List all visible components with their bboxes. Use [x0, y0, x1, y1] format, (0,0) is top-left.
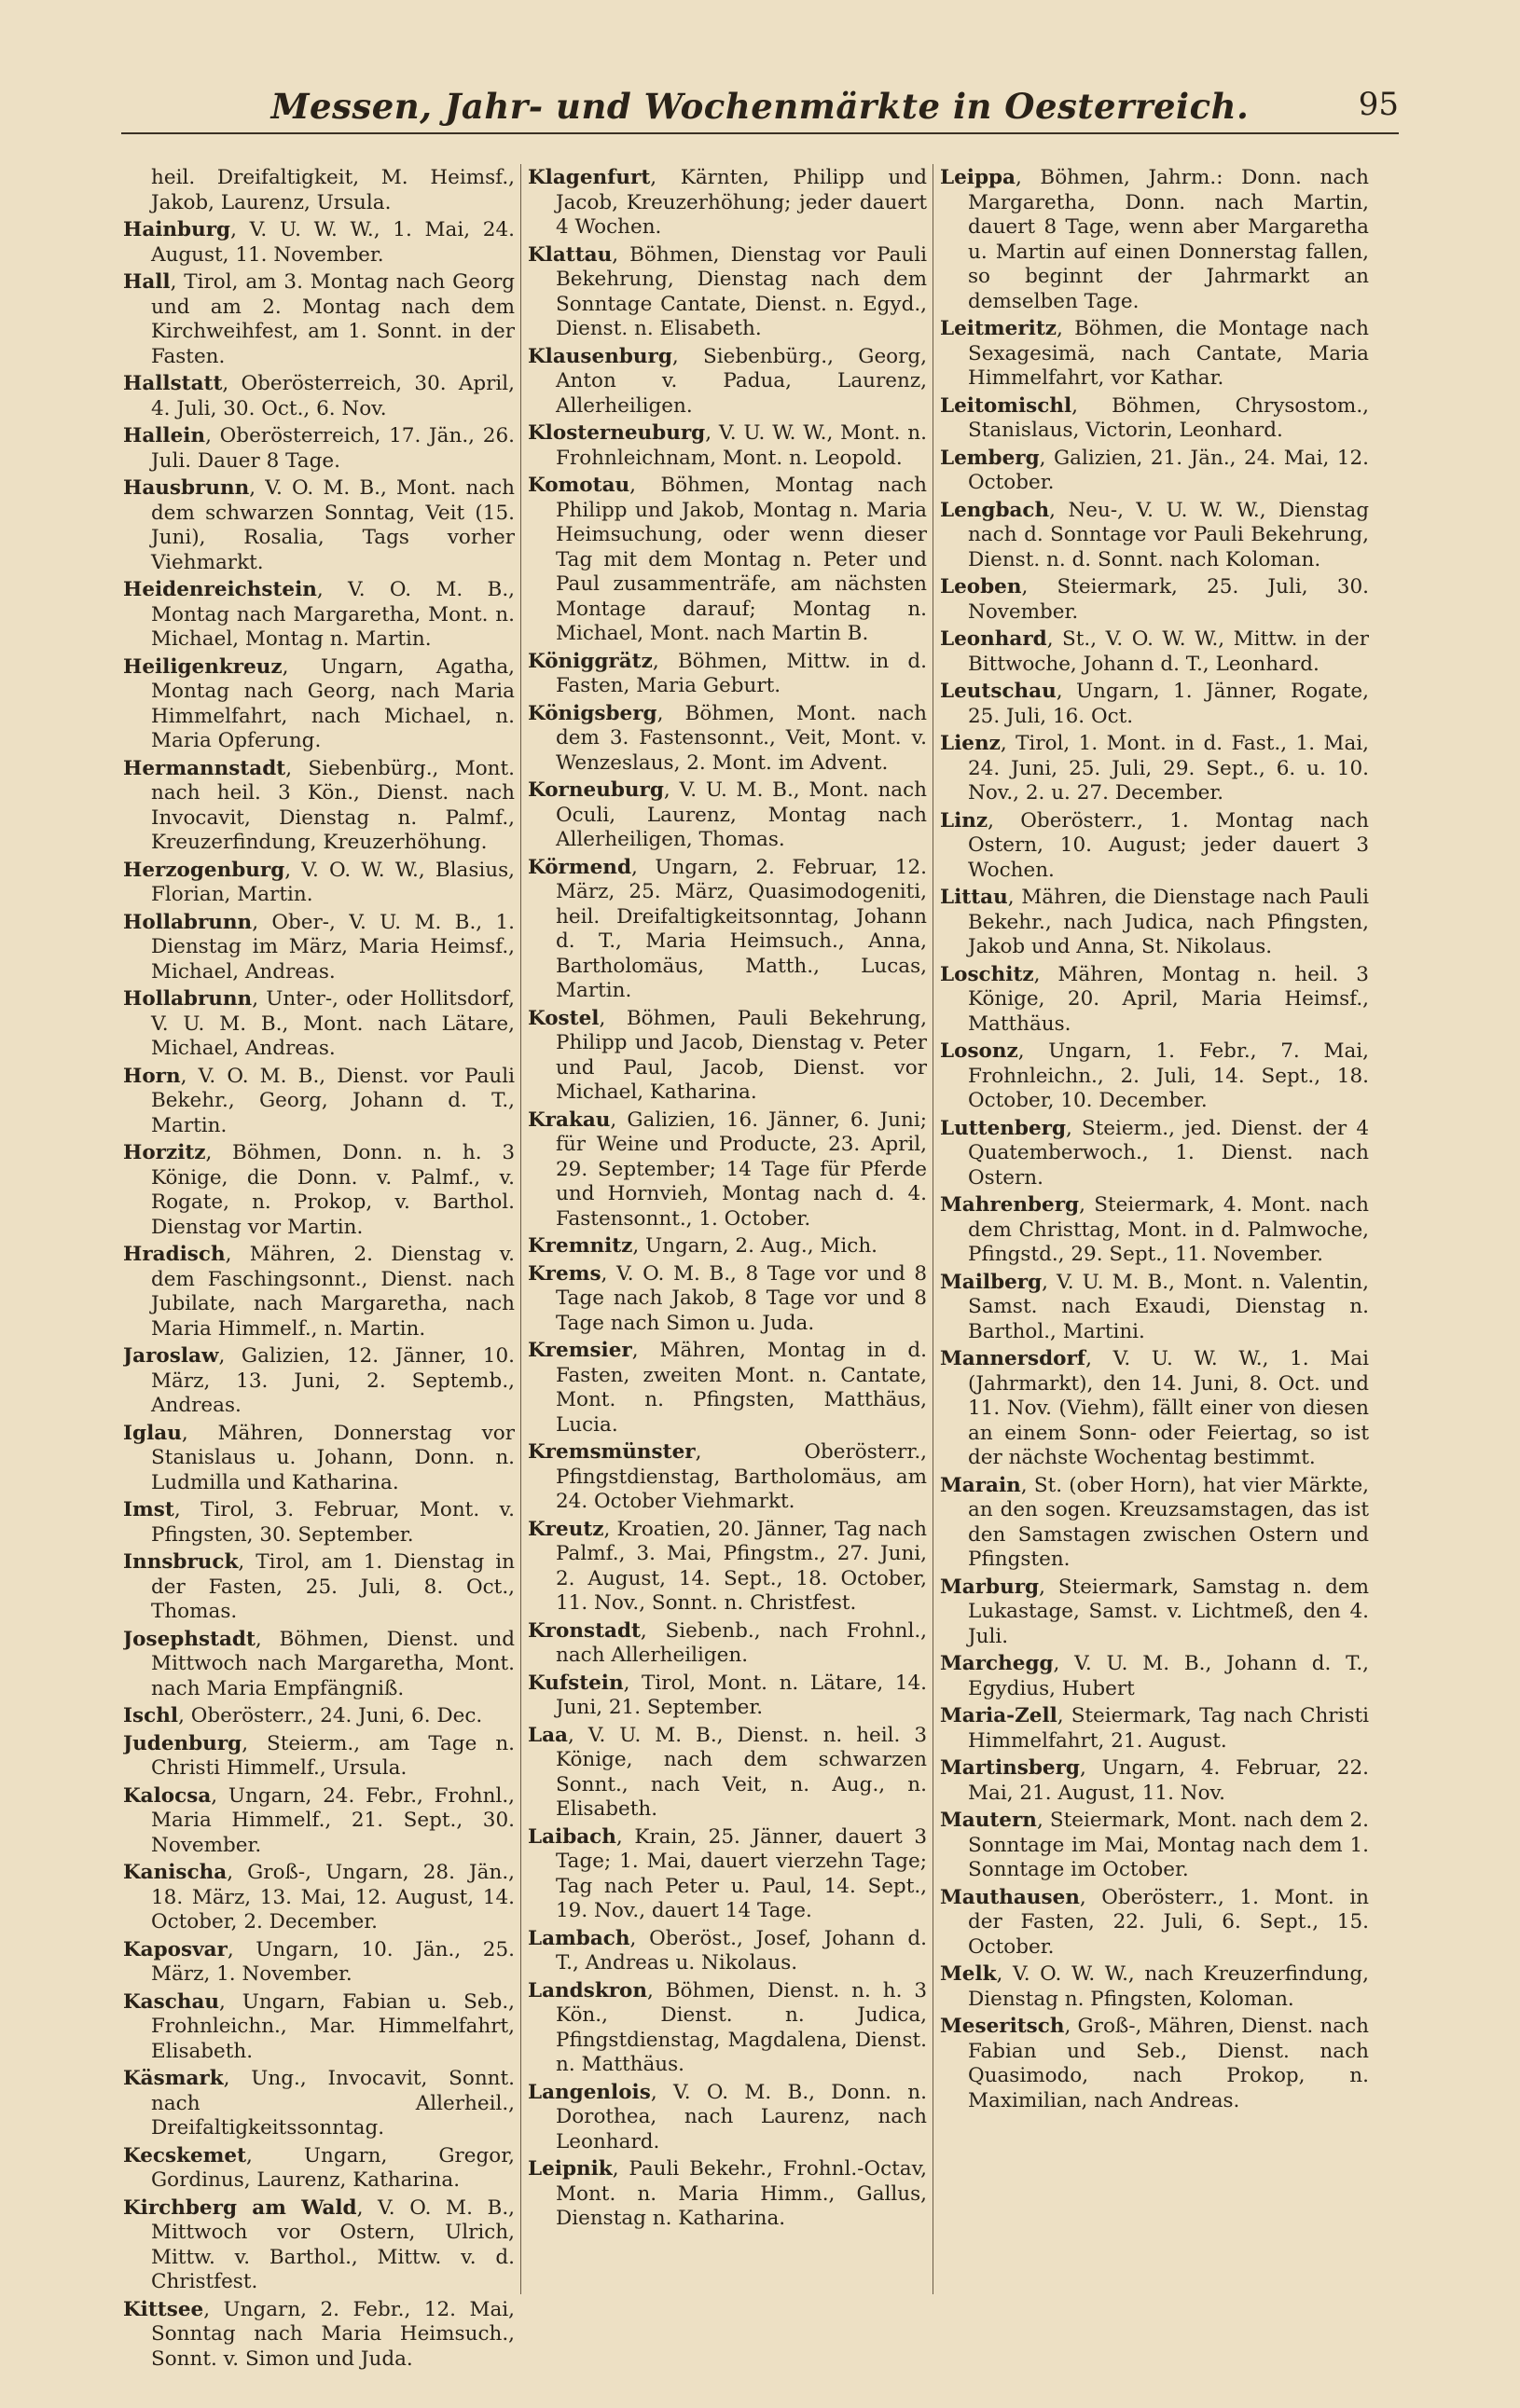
place-name: Krems — [528, 1261, 601, 1286]
market-entry — [123, 757, 515, 856]
place-name: Horzitz — [123, 1141, 206, 1164]
place-name: Hermannstadt — [123, 756, 286, 780]
market-entry — [528, 243, 927, 342]
market-dates: , Mähren, Montag n. heil. 3 Könige, 20. April, Maria Heimsf., Matthäus. — [968, 962, 1369, 1036]
market-entry — [123, 2144, 515, 2194]
market-dates: , Ungarn, 2. Febr., 12. Mai, Sonntag nach Maria Heimsuch., Sonnt. v. Simon und Juda. — [151, 2297, 515, 2371]
market-entry — [123, 372, 515, 421]
place-name: Hausbrunn — [123, 476, 250, 500]
place-name: Klausenburg — [528, 344, 672, 368]
market-entry — [940, 317, 1369, 392]
market-dates: , Oberösterreich, 30. April, 4. Juli, 30. Oct., 6. Nov. — [151, 372, 515, 420]
place-name: Ischl — [123, 1704, 179, 1727]
market-entry — [940, 1962, 1369, 2012]
place-name: Imst — [123, 1498, 174, 1521]
market-entry — [940, 1652, 1369, 1701]
market-dates: , Kroatien, 20. Jänner, Tag nach Palmf., 3. Mai, Pfingstm., 27. Juni, 2. August, 14. Sept., 18. October, 11. Nov., Sonnt. n. Christfest. — [556, 1517, 927, 1615]
market-dates: , V. U. W. W., 1. Mai (Jahrmarkt), den 14. Juni, 8. Oct. und 11. Nov. (Viehm), fällt einer von diesen an einem Sonn- oder Feiertag, so ist der nächste Wochentag bestimmt. — [968, 1347, 1369, 1469]
market-dates: , Ung., Invocavit, Sonnt. nach Allerheil., Dreifaltigkeitssonntag. — [151, 2067, 515, 2140]
market-entry — [940, 886, 1369, 960]
place-name: Klosterneuburg — [528, 421, 706, 445]
place-name: Hall — [123, 270, 171, 294]
market-dates: , V. O. M. B., Mittwoch vor Ostern, Ulrich, Mittw. v. Barthol., Mittw. v. d. Christfest. — [151, 2195, 515, 2293]
place-name: Kanischa — [123, 1861, 228, 1884]
market-entry — [940, 1193, 1369, 1268]
place-name: Leoben — [940, 575, 1022, 599]
place-name: Maria-Zell — [940, 1704, 1057, 1727]
market-entry — [528, 1339, 927, 1438]
place-name: Horn — [123, 1064, 181, 1088]
market-entry — [528, 1234, 927, 1259]
market-dates: , Böhmen, Jahrm.: Donn. nach Margaretha, Donn. nach Martin, dauert 8 Tage, wenn aber Margaretha u. Martin auf einen Donnerstag fallen, so beginnt der Jahrmarkt an demselben Tage. — [968, 166, 1369, 313]
market-entry — [528, 702, 927, 777]
place-name: Königgrätz — [528, 649, 653, 673]
place-name: Kaposvar — [123, 1937, 228, 1961]
market-entry — [123, 270, 515, 369]
market-entry — [123, 1141, 515, 1240]
market-entry — [123, 1243, 515, 1342]
place-name: Kremnitz — [528, 1234, 633, 1258]
place-name: Marchegg — [940, 1652, 1054, 1675]
market-entry — [123, 911, 515, 985]
market-entry — [528, 1619, 927, 1669]
market-dates: , Siebenbürg., Mont. nach heil. 3 Kön., Dienst. nach Invocavit, Dienstag n. Palmf., Kreuzerfindung, Kreuzerhöhung. — [151, 756, 515, 854]
market-entry — [528, 2081, 927, 2155]
place-name: Langenlois — [528, 2080, 651, 2104]
market-entry — [528, 1262, 927, 1337]
market-dates: , V. O. W. W., Blasius, Florian, Martin. — [151, 858, 515, 906]
market-dates: , Ungarn, 1. Febr., 7. Mai, Frohnleichn., 2. Juli, 14. Sept., 18. October, 10. December. — [968, 1039, 1369, 1112]
market-dates: , Mähren, Montag in d. Fasten, zweiten Mont. n. Cantate, Mont. n. Pfingsten, Matthäus, Lucia. — [556, 1339, 927, 1437]
market-entry — [123, 166, 515, 215]
market-entry — [528, 1108, 927, 1232]
market-entry — [528, 345, 927, 420]
place-name: Krakau — [528, 1108, 611, 1132]
place-name: Lemberg — [940, 446, 1040, 470]
market-entry — [940, 1704, 1369, 1754]
market-entry — [940, 1039, 1369, 1114]
market-entry — [528, 421, 927, 471]
market-dates: , Siebenb., nach Frohnl., nach Allerheiligen. — [556, 1618, 927, 1667]
market-dates: , Ungarn, 2. Aug., Mich. — [632, 1234, 877, 1258]
market-entry — [123, 1861, 515, 1935]
place-name: Marburg — [940, 1575, 1040, 1599]
market-dates: , V. U. M. B., Johann d. T., Egydius, Hubert — [968, 1652, 1369, 1700]
market-entry — [940, 394, 1369, 444]
market-entry — [940, 1271, 1369, 1345]
market-dates: , Ungarn, 2. Februar, 12. März, 25. März, Quasimodogeniti, heil. Dreifaltigkeitsonntag, Johann d. T., Maria Heimsuch., Anna, Bartholomäus, Matth., Lucas, Martin. — [556, 855, 927, 1002]
place-name: Lambach — [528, 1926, 630, 1950]
place-name: Leitmeritz — [940, 317, 1057, 340]
place-name: Kreutz — [528, 1517, 604, 1541]
market-entry — [528, 1672, 927, 1721]
column-rule — [520, 164, 521, 2294]
market-entry — [528, 650, 927, 699]
place-name: Hallstatt — [123, 372, 223, 395]
running-header — [121, 86, 1399, 134]
market-dates: , Tirol, am 3. Montag nach Georg und am 2. Montag nach dem Kirchweihfest, am 1. Sonnt. in der Fasten. — [151, 270, 515, 368]
market-entry — [528, 474, 927, 647]
place-name: Martinsberg — [940, 1756, 1080, 1780]
place-name: Leonhard — [940, 627, 1047, 651]
market-dates: , Krain, 25. Jänner, dauert 3 Tage; 1. Mai, dauert vierzehn Tage; Tag nach Peter u. Paul, 14. Sept., 19. Nov., dauert 14 Tage. — [556, 1824, 927, 1922]
place-name: Kittsee — [123, 2297, 204, 2321]
place-name: Mauthausen — [940, 1885, 1080, 1909]
market-entry — [123, 1704, 515, 1729]
market-dates: , Mähren, 2. Dienstag v. dem Faschingsonnt., Dienst. nach Jubilate, nach Margaretha, nach Maria Himmelf., n. Martin. — [151, 1243, 515, 1341]
place-name: Mahrenberg — [940, 1193, 1080, 1217]
place-name: Innsbruck — [123, 1550, 239, 1574]
market-dates: , Tirol, 3. Februar, Mont. v. Pfingsten, 30. September. — [151, 1498, 515, 1547]
place-name: Korneuburg — [528, 778, 664, 802]
place-name: Herzogenburg — [123, 858, 285, 882]
market-dates: , Böhmen, Pauli Bekehrung, Philipp und Jacob, Dienstag v. Peter und Paul, Jacob, Dienst. vor Michael, Katharina. — [556, 1006, 927, 1104]
place-name: Leipnik — [528, 2157, 613, 2181]
market-entry — [528, 166, 927, 241]
market-entry — [123, 424, 515, 474]
market-dates: , Ungarn, Fabian u. Seb., Frohnleichn., Mar. Himmelfahrt, Elisabeth. — [151, 1989, 515, 2063]
market-entry — [123, 655, 515, 754]
market-dates: , Ungarn, Gregor, Gordinus, Laurenz, Katharina. — [151, 2143, 515, 2192]
market-entry — [940, 963, 1369, 1038]
market-dates: , Steierm., am Tage n. Christi Himmelf., Ursula. — [151, 1731, 515, 1780]
place-name: Jaroslaw — [123, 1344, 219, 1368]
market-entry — [940, 1347, 1369, 1471]
market-dates: , Oberösterreich, 17. Jän., 26. Juli. Dauer 8 Tage. — [151, 424, 515, 473]
market-dates: , Steierm., jed. Dienst. der 4 Quatemberwoch., 1. Dienst. nach Ostern. — [968, 1116, 1369, 1190]
market-entry — [123, 1990, 515, 2065]
place-name: Kufstein — [528, 1671, 624, 1695]
market-dates: , Groß-, Ungarn, 28. Jän., 18. März, 13. Mai, 12. August, 14. October, 2. December. — [151, 1861, 515, 1933]
market-entry — [123, 218, 515, 268]
place-name: Leitomischl — [940, 393, 1072, 418]
market-entry — [940, 1756, 1369, 1806]
market-dates: , Böhmen, Montag nach Philipp und Jakob, Montag n. Maria Heimsuchung, oder wenn dieser Tag mit dem Montag n. Peter und Paul zusammenträfe, am nächsten Montage darauf; Montag n. Michael, Mont. nach Martin B. — [556, 474, 927, 645]
market-dates: , Unter-, oder Hollitsdorf, V. U. M. B., Mont. nach Lätare, Michael, Andreas. — [151, 987, 515, 1060]
market-entry — [528, 1518, 927, 1617]
market-entry — [123, 859, 515, 908]
market-dates: , Galizien, 16. Jänner, 6. Juni; für Weine und Producte, 23. April, 29. September; 14 Tage für Pferde und Hornvieh, Montag nach d. 4. Fastensonnt., 1. October. — [556, 1108, 927, 1231]
place-name: Lengbach — [940, 498, 1050, 522]
market-dates: , Böhmen, Dienst. n. h. 3 Kön., Dienst. n. Judica, Pfingstdienstag, Magdalena, Dienst. n. Matthäus. — [556, 1978, 927, 2076]
place-name: Hradisch — [123, 1243, 226, 1266]
place-name: Kremsmünster — [528, 1440, 696, 1464]
market-dates: , Oberösterr., 24. Juni, 6. Dec. — [178, 1704, 483, 1727]
market-entry — [123, 1938, 515, 1988]
place-name: Kronstadt — [528, 1618, 641, 1643]
market-dates: , V. O. M. B., Montag nach Margaretha, Mont. n. Michael, Montag n. Martin. — [151, 578, 515, 651]
place-name: Kirchberg am Wald — [123, 2195, 357, 2220]
market-entry — [940, 447, 1369, 496]
place-name: Kaschau — [123, 1989, 220, 2014]
market-dates: , Galizien, 21. Jän., 24. Mai, 12. October. — [968, 446, 1369, 494]
market-dates: , Pauli Bekehr., Frohnl.-Octav, Mont. n. Maria Himm., Gallus, Dienstag n. Katharina. — [556, 2157, 927, 2230]
market-entry — [528, 1979, 927, 2078]
market-entry — [940, 1474, 1369, 1573]
market-entry — [940, 166, 1369, 314]
market-dates: , V. U. W. W., Mont. n. Frohnleichnam, Mont. n. Leopold. — [556, 421, 927, 470]
market-dates: heil. Dreifaltigkeit, M. Heimsf., Jakob, Laurenz, Ursula. — [151, 166, 515, 214]
place-name: Hollabrunn — [123, 910, 253, 934]
market-dates: , Ober-, V. U. M. B., 1. Dienstag im März, Maria Heimsf., Michael, Andreas. — [151, 910, 515, 984]
market-dates: , V. O. M. B., Mont. nach dem schwarzen Sonntag, Veit (15. Juni), Rosalia, Tags vorher Viehmarkt. — [151, 476, 515, 574]
place-name: Laibach — [528, 1824, 616, 1849]
market-dates: , Steiermark, Samstag n. dem Lukastage, Samst. v. Lichtmeß, den 4. Juli. — [968, 1575, 1369, 1648]
place-name: Landskron — [528, 1978, 648, 2002]
place-name: Klagenfurt — [528, 166, 651, 189]
market-dates: , Oberösterr., 1. Mont. in der Fasten, 22. Juli, 6. Sept., 15. October. — [968, 1885, 1369, 1959]
market-entry — [528, 856, 927, 1004]
market-entry — [940, 2015, 1369, 2113]
market-entry — [940, 732, 1369, 806]
market-entry — [940, 499, 1369, 573]
market-dates: , V. U. M. B., Mont. nach Oculi, Laurenz, Montag nach Allerheiligen, Thomas. — [556, 778, 927, 851]
market-entry — [123, 1784, 515, 1859]
place-name: Littau — [940, 886, 1008, 909]
place-name: Kalocsa — [123, 1783, 212, 1808]
column-2 — [528, 166, 927, 2389]
place-name: Körmend — [528, 855, 631, 879]
market-entry — [123, 1344, 515, 1419]
market-entry — [123, 2067, 515, 2141]
market-entry — [940, 1809, 1369, 1883]
market-entry — [123, 476, 515, 575]
place-name: Loschitz — [940, 962, 1034, 986]
market-entry — [123, 1422, 515, 1496]
market-dates: , Groß-, Mähren, Dienst. nach Fabian und Seb., Dienst. nach Quasimodo, nach Prokop, n. Maximilian, nach Andreas. — [968, 2015, 1369, 2112]
market-dates: , Ungarn, 24. Febr., Frohnl., Maria Himmelf., 21. Sept., 30. November. — [151, 1783, 515, 1857]
market-entry — [123, 1628, 515, 1702]
header-title: Messen, Jahr- und Wochenmärkte in Oesterreich. — [270, 86, 1250, 127]
place-name: Losonz — [940, 1039, 1018, 1063]
place-name: Käsmark — [123, 2067, 224, 2090]
market-dates: , Tirol, Mont. n. Lätare, 14. Juni, 21. September. — [556, 1671, 927, 1719]
place-name: Melk — [940, 1962, 997, 1986]
market-dates: , V. U. W. W., 1. Mai, 24. August, 11. November. — [151, 218, 515, 267]
market-entry — [940, 809, 1369, 884]
market-entry — [123, 987, 515, 1062]
market-dates: , Böhmen, Chrysostom., Stanislaus, Victorin, Leonhard. — [968, 393, 1369, 442]
market-dates: , V. U. M. B., Dienst. n. heil. 3 Könige, nach dem schwarzen Sonnt., nach Veit, n. Aug., n. Elisabeth. — [556, 1723, 927, 1821]
market-entry — [940, 1117, 1369, 1191]
place-name: Heiligenkreuz — [123, 654, 283, 679]
market-dates: , V. O. M. B., 8 Tage vor und 8 Tage nach Jakob, 8 Tage vor und 8 Tage nach Simon u. Juda. — [556, 1261, 927, 1335]
market-entry — [528, 1927, 927, 1976]
market-dates: , Siebenbürg., Georg, Anton v. Padua, Laurenz, Allerheiligen. — [556, 344, 927, 418]
market-dates: , Ungarn, Agatha, Montag nach Georg, nach Maria Himmelfahrt, nach Michael, n. Maria Opferung. — [151, 654, 515, 752]
market-entry — [123, 1498, 515, 1548]
page-number: 95 — [1358, 86, 1399, 123]
place-name: Komotau — [528, 474, 630, 497]
market-dates: , Kärnten, Philipp und Jacob, Kreuzerhöhung; jeder dauert 4 Wochen. — [556, 166, 927, 239]
place-name: Laa — [528, 1723, 568, 1747]
market-dates: , V. U. M. B., Mont. n. Valentin, Samst. nach Exaudi, Dienstag n. Barthol., Martini. — [968, 1270, 1369, 1343]
place-name: Leutschau — [940, 680, 1057, 703]
place-name: Mailberg — [940, 1270, 1043, 1294]
place-name: Hainburg — [123, 218, 231, 241]
place-name: Iglau — [123, 1421, 182, 1445]
market-entry — [123, 1065, 515, 1139]
place-name: Klattau — [528, 242, 613, 267]
market-entry — [528, 1007, 927, 1106]
market-entry — [940, 1886, 1369, 1961]
place-name: Mannersdorf — [940, 1347, 1086, 1370]
market-entry — [123, 2298, 515, 2373]
market-entry — [940, 680, 1369, 729]
market-entry — [940, 627, 1369, 677]
market-entry — [528, 1724, 927, 1823]
place-name: Meseritsch — [940, 2015, 1065, 2038]
market-dates: , Ungarn, 10. Jän., 25. März, 1. November. — [151, 1937, 515, 1986]
place-name: Hallein — [123, 424, 206, 447]
market-entry — [528, 778, 927, 853]
market-dates: , Böhmen, Donn. n. h. 3 Könige, die Donn. v. Palmf., v. Rogate, n. Prokop, v. Barthol. Dienstag vor Martin. — [151, 1141, 515, 1239]
market-dates: , Oberösterr., 1. Montag nach Ostern, 10. August; jeder dauert 3 Wochen. — [968, 808, 1369, 882]
market-dates: , Tirol, am 1. Dienstag in der Fasten, 25. Juli, 8. Oct., Thomas. — [151, 1550, 515, 1623]
market-dates: , Neu-, V. U. W. W., Dienstag nach d. Sonntage vor Pauli Bekehrung, Dienst. n. d. Sonnt. nach Koloman. — [968, 498, 1369, 571]
market-dates: , Steiermark, 25. Juli, 30. November. — [968, 575, 1369, 624]
market-dates: , Steiermark, 4. Mont. nach dem Christtag, Mont. in d. Palmwoche, Pfingstd., 29. Sept., 11. November. — [968, 1193, 1369, 1266]
place-name: Kostel — [528, 1006, 600, 1030]
market-dates: , Böhmen, Dienstag vor Pauli Bekehrung, Dienstag nach dem Sonntage Cantate, Dienst. n. Egyd., Dienst. n. Elisabeth. — [556, 242, 927, 340]
market-entry — [123, 1732, 515, 1782]
place-name: Linz — [940, 808, 988, 832]
market-dates: , Steiermark, Tag nach Christi Himmelfahrt, 21. August. — [968, 1704, 1369, 1753]
market-dates: , Ungarn, 1. Jänner, Rogate, 25. Juli, 16. Oct. — [968, 680, 1369, 728]
column-3 — [940, 166, 1369, 2389]
market-dates: , Oberöst., Josef, Johann d. T., Andreas u. Nikolaus. — [556, 1926, 927, 1975]
place-name: Judenburg — [123, 1731, 242, 1755]
market-dates: , Böhmen, die Montage nach Sexagesimä, nach Cantate, Maria Himmelfahrt, vor Kathar. — [968, 317, 1369, 390]
place-name: Marain — [940, 1473, 1021, 1497]
column-1 — [123, 166, 515, 2389]
market-entry — [123, 578, 515, 653]
place-name: Königsberg — [528, 701, 657, 725]
market-dates: , Mähren, Donnerstag vor Stanislaus u. Johann, Donn. n. Ludmilla und Katharina. — [151, 1421, 515, 1494]
market-entry — [528, 1440, 927, 1515]
market-entry — [123, 1550, 515, 1625]
market-dates: , V. O. M. B., Dienst. vor Pauli Bekehr., Georg, Johann d. T., Martin. — [151, 1064, 515, 1137]
market-entry — [940, 575, 1369, 625]
market-dates: , V. O. M. B., Donn. n. Dorothea, nach Laurenz, nach Leonhard. — [556, 2080, 927, 2153]
place-name: Josephstadt — [123, 1627, 256, 1651]
place-name: Kecskemet — [123, 2143, 247, 2167]
place-name: Lienz — [940, 732, 1001, 755]
market-dates: , V. O. W. W., nach Kreuzerfindung, Dienstag n. Pfingsten, Koloman. — [968, 1962, 1369, 2011]
market-entry — [528, 1825, 927, 1924]
market-dates: , Oberösterr., Pfingstdienstag, Bartholomäus, am 24. October Viehmarkt. — [556, 1440, 927, 1513]
market-dates: , Böhmen, Mont. nach dem 3. Fastensonnt., Veit, Mont. v. Wenzeslaus, 2. Mont. im Advent. — [556, 701, 927, 775]
market-dates: , Tirol, 1. Mont. in d. Fast., 1. Mai, 24. Juni, 25. Juli, 29. Sept., 6. u. 10. Nov., 2. u. 27. December. — [968, 732, 1369, 805]
place-name: Kremsier — [528, 1339, 632, 1362]
market-dates: , Böhmen, Dienst. und Mittwoch nach Margaretha, Mont. nach Maria Empfängniß. — [151, 1627, 515, 1700]
market-dates: , Ungarn, 4. Februar, 22. Mai, 21. August, 11. Nov. — [968, 1756, 1369, 1805]
place-name: Hollabrunn — [123, 987, 253, 1011]
market-entry — [123, 2196, 515, 2295]
market-dates: , St., V. O. W. W., Mittw. in der Bittwoche, Johann d. T., Leonhard. — [968, 627, 1369, 676]
market-dates: , Steiermark, Mont. nach dem 2. Sonntage im Mai, Montag nach dem 1. Sonntage im October. — [968, 1809, 1369, 1881]
market-dates: , Mähren, die Dienstage nach Pauli Bekehr., nach Judica, nach Pfingsten, Jakob und Anna, St. Nikolaus. — [968, 886, 1369, 958]
market-entry — [940, 1576, 1369, 1650]
market-dates: , Galizien, 12. Jänner, 10. März, 13. Juni, 2. Septemb., Andreas. — [151, 1344, 515, 1417]
place-name: Heidenreichstein — [123, 578, 317, 601]
market-dates: , Böhmen, Mittw. in d. Fasten, Maria Geburt. — [556, 649, 927, 697]
market-dates: , St. (ober Horn), hat vier Märkte, an den sogen. Kreuzsamstagen, das ist den Samstagen zwischen Ostern und Pfingsten. — [968, 1473, 1369, 1571]
place-name: Leippa — [940, 166, 1016, 189]
place-name: Luttenberg — [940, 1116, 1066, 1140]
place-name: Mautern — [940, 1809, 1037, 1832]
market-entry — [528, 2157, 927, 2232]
